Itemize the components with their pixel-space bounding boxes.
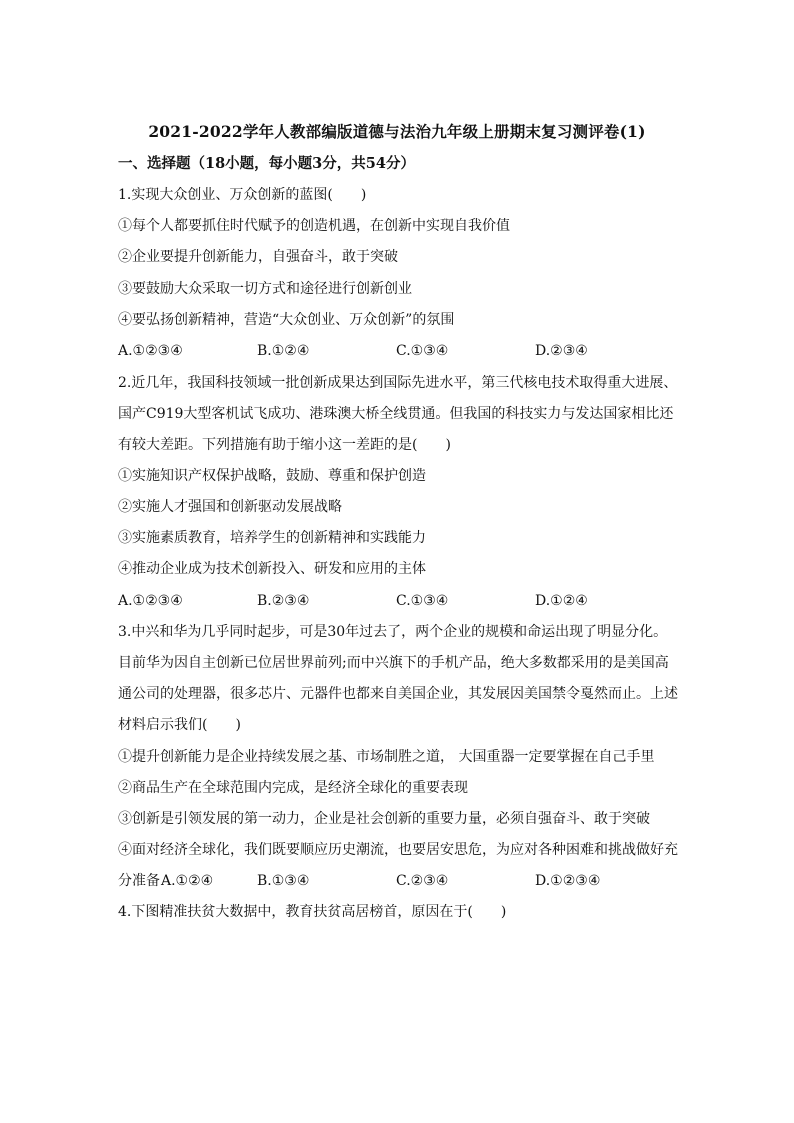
question-3-item-1: ①提升创新能力是企业持续发展之基、市场制胜之道， 大国重器一定要掌握在自己手里 bbox=[118, 749, 655, 765]
question-3-option-d: D.①②③④ bbox=[535, 873, 601, 889]
question-1-item-3: ③要鼓励大众采取一切方式和途径进行创新创业 bbox=[118, 281, 412, 297]
section-heading: 一、选择题（18小题，每小题3分，共54分） bbox=[118, 155, 415, 172]
question-3-stem-line-2: 目前华为因自主创新已位居世界前列;而中兴旗下的手机产品，绝大多数都采用的是美国高 bbox=[118, 655, 669, 671]
question-1-stem: 1.实现大众创业、万众创新的蓝图( ) bbox=[118, 187, 367, 203]
question-3-option-a: A.①②④ bbox=[161, 873, 214, 889]
question-1-item-1: ①每个人都要抓住时代赋予的创造机遇，在创新中实现自我价值 bbox=[118, 218, 510, 234]
question-1-option-b: B.①②④ bbox=[257, 343, 310, 359]
question-1-option-a: A.①②③④ bbox=[118, 343, 183, 359]
question-2-item-3: ③实施素质教育，培养学生的创新精神和实践能力 bbox=[118, 530, 426, 546]
question-4-stem: 4.下图精准扶贫大数据中，教育扶贫高居榜首，原因在于( ) bbox=[118, 904, 507, 920]
question-3-option-c: C.②③④ bbox=[396, 873, 449, 889]
question-3-stem-line-4: 材料启示我们( ) bbox=[118, 717, 241, 733]
question-2-item-1: ①实施知识产权保护战略，鼓励、尊重和保护创造 bbox=[118, 468, 426, 484]
question-3-item-2: ②商品生产在全球范围内完成，是经济全球化的重要表现 bbox=[118, 780, 468, 796]
question-3-option-b: B.①③④ bbox=[257, 873, 310, 889]
question-1-option-c: C.①③④ bbox=[396, 343, 449, 359]
question-3-item-4: ④面对经济全球化，我们既要顺应历史潮流，也要居安思危，为应对各种困难和挑战做好充 bbox=[118, 842, 678, 858]
question-1-item-2: ②企业要提升创新能力，自强奋斗，敢于突破 bbox=[118, 249, 398, 265]
question-3-stem-line-3: 通公司的处理器，很多芯片、元器件也都来自美国企业，其发展因美国禁令戛然而止。上述 bbox=[118, 686, 678, 702]
question-2-item-4: ④推动企业成为技术创新投入、研发和应用的主体 bbox=[118, 561, 426, 577]
question-2-stem-line-3: 有较大差距。下列措施有助于缩小这一差距的是( ) bbox=[118, 437, 451, 453]
question-1-item-4: ④要弘扬创新精神，营造“大众创业、万众创新”的氛围 bbox=[118, 312, 455, 328]
question-2-option-d: D.①②④ bbox=[535, 593, 588, 609]
question-2-option-b: B.②③④ bbox=[257, 593, 310, 609]
page-title: 2021-2022学年人教部编版道德与法治九年级上册期末复习测评卷(1) bbox=[148, 122, 646, 141]
question-2-option-a: A.①②③④ bbox=[118, 593, 183, 609]
question-2-stem-line-2: 国产C919大型客机试飞成功、港珠澳大桥全线贯通。但我国的科技实力与发达国家相比还 bbox=[118, 406, 674, 422]
question-2-item-2: ②实施人才强国和创新驱动发展战略 bbox=[118, 499, 342, 515]
question-3-item-3: ③创新是引领发展的第一动力，企业是社会创新的重要力量，必须自强奋斗、敢于突破 bbox=[118, 811, 650, 827]
question-2-option-c: C.①③④ bbox=[396, 593, 449, 609]
question-2-stem-line-1: 2.近几年，我国科技领域一批创新成果达到国际先进水平，第三代核电技术取得重大进展、 bbox=[118, 375, 678, 391]
question-3-stem-line-1: 3.中兴和华为几乎同时起步，可是30年过去了，两个企业的规模和命运出现了明显分化。 bbox=[118, 624, 668, 640]
question-1-option-d: D.②③④ bbox=[535, 343, 588, 359]
question-3-item-4-continuation: 分准备 bbox=[118, 873, 160, 889]
